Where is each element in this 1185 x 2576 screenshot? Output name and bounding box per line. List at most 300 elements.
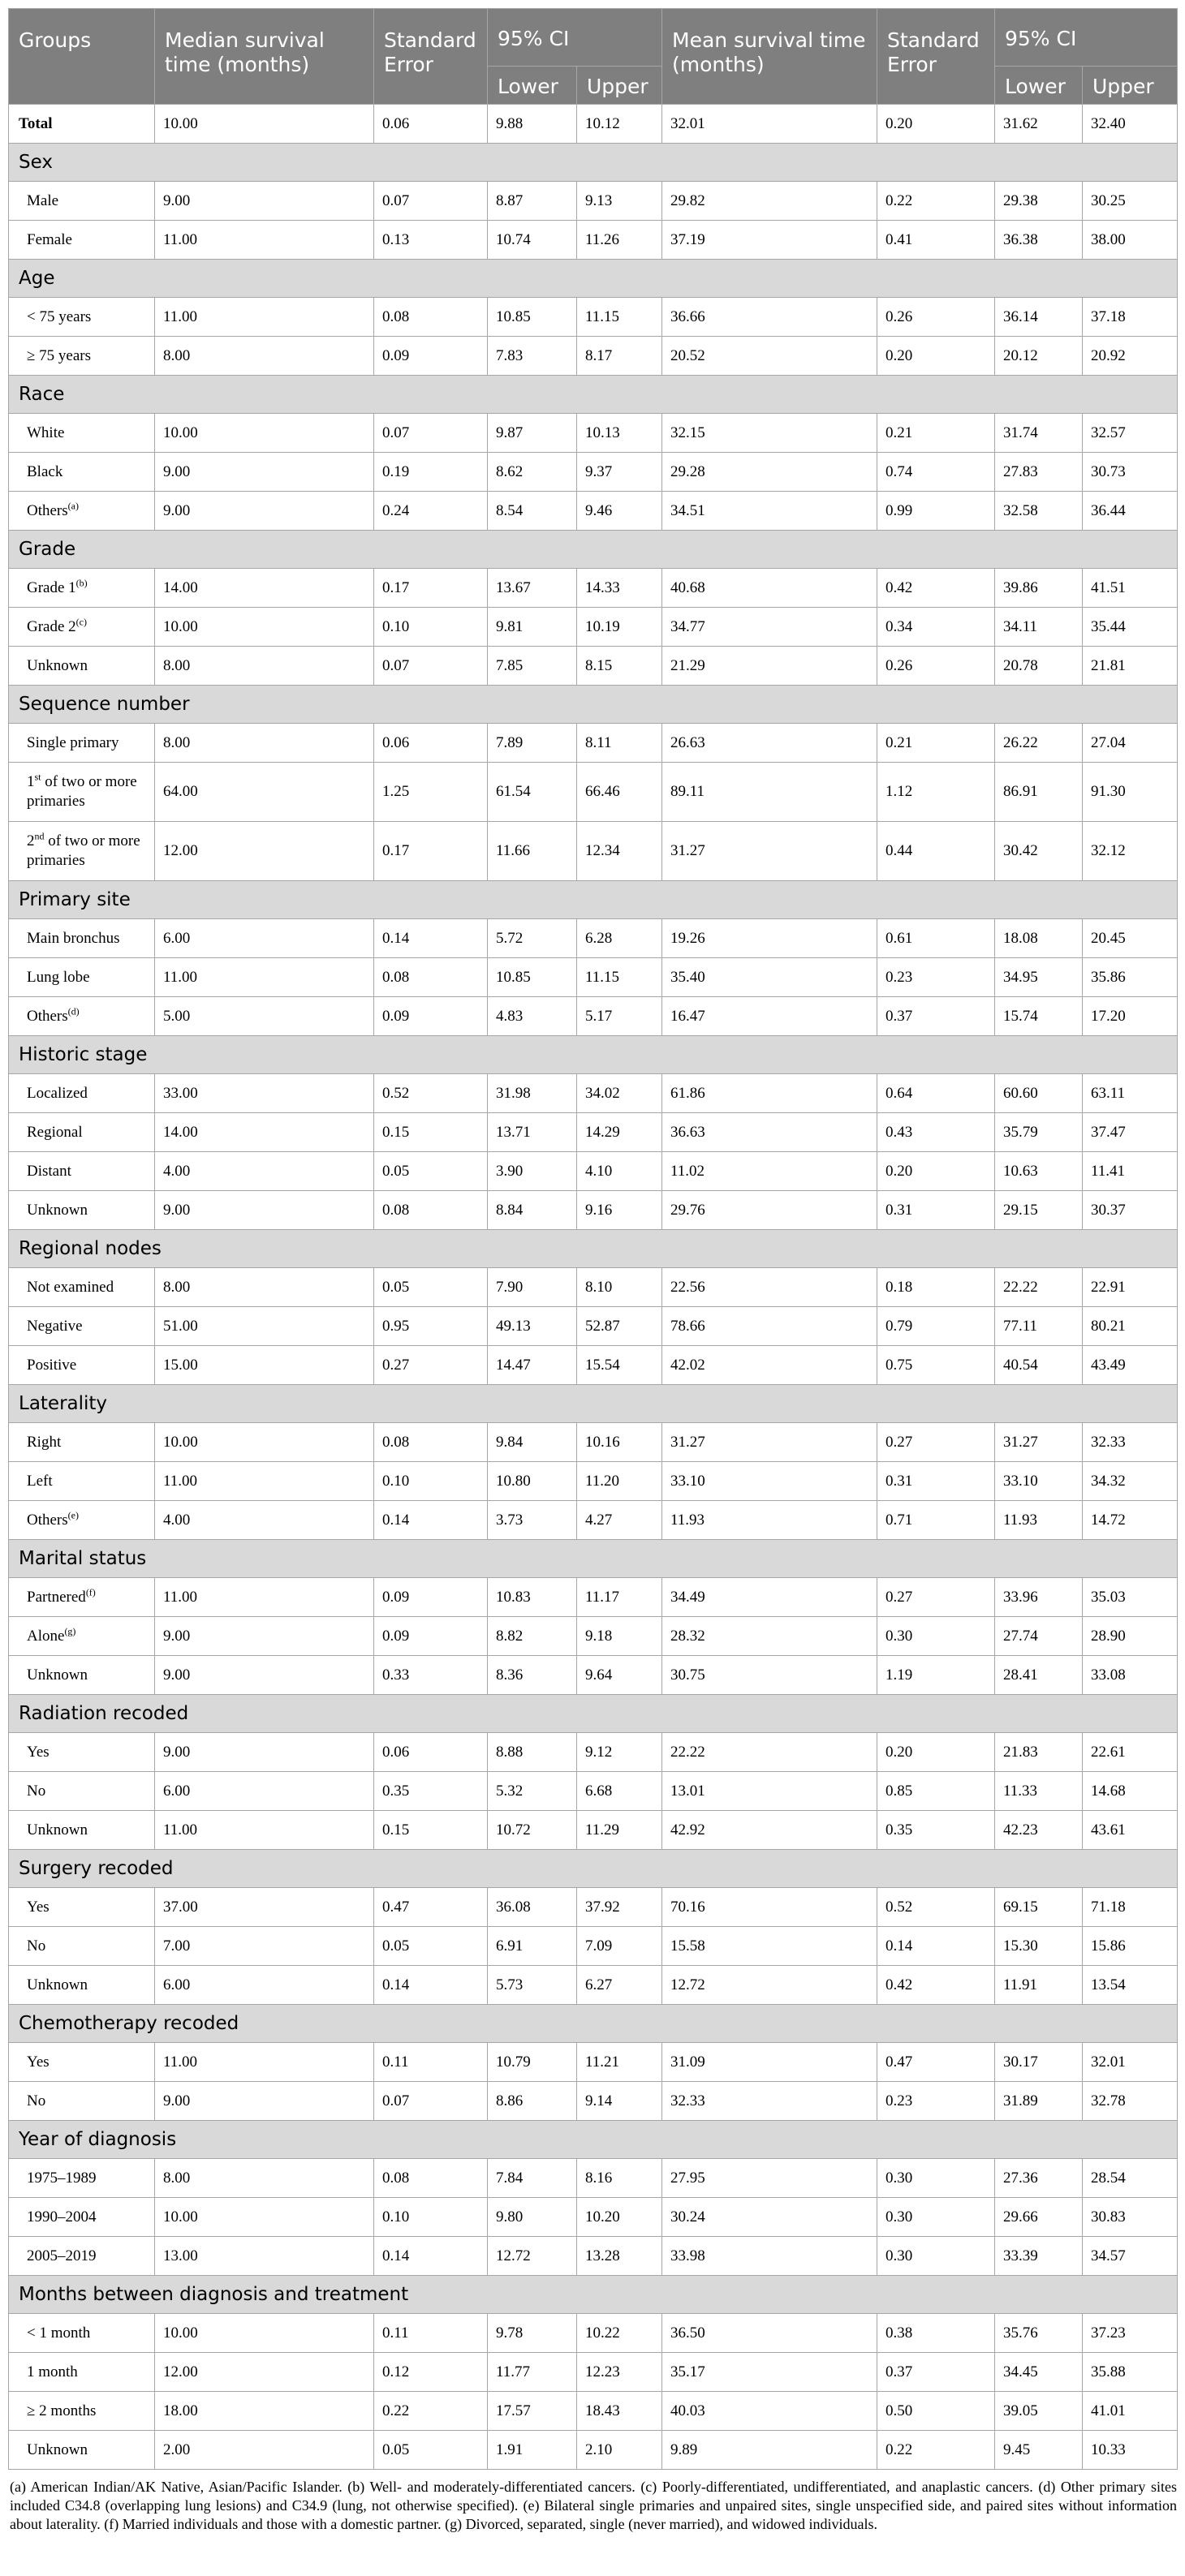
value-cell: 7.90 <box>488 1268 577 1307</box>
row-label-text: Others <box>27 1511 68 1529</box>
value-cell: 7.83 <box>488 337 577 376</box>
value-cell: 11.93 <box>662 1501 877 1540</box>
table-row <box>9 1811 1178 1850</box>
value-cell: 32.57 <box>1083 414 1178 453</box>
table-row <box>9 958 1178 997</box>
row-label-text: 1975–1989 <box>27 2169 97 2187</box>
value-cell: 0.64 <box>877 1074 995 1113</box>
value-cell: 30.73 <box>1083 453 1178 492</box>
value-cell: 34.45 <box>995 2353 1083 2392</box>
value-cell: 34.77 <box>662 608 877 647</box>
value-cell: 0.06 <box>374 724 488 763</box>
section-title: Regional nodes <box>9 1230 1178 1268</box>
value-cell: 0.43 <box>877 1113 995 1152</box>
value-cell: 13.67 <box>488 569 577 608</box>
row-label-text: Not examined <box>27 1278 114 1296</box>
section-row <box>9 1850 1178 1888</box>
table-row <box>9 1927 1178 1966</box>
row-label <box>9 1966 155 2005</box>
value-cell: 0.14 <box>877 1927 995 1966</box>
value-cell: 32.58 <box>995 492 1083 531</box>
value-cell: 14.47 <box>488 1346 577 1385</box>
row-label-text-rest: of two or more primaries <box>27 773 137 810</box>
value-cell: 11.00 <box>155 1578 374 1617</box>
value-cell: 27.83 <box>995 453 1083 492</box>
value-cell: 12.00 <box>155 2353 374 2392</box>
footnote-marker: (e) <box>67 1509 79 1521</box>
row-label <box>9 2353 155 2392</box>
section-row <box>9 531 1178 569</box>
table-row <box>9 2237 1178 2276</box>
value-cell: 71.18 <box>1083 1888 1178 1927</box>
row-label <box>9 1501 155 1540</box>
table-row-total <box>9 105 1178 144</box>
value-cell: 17.20 <box>1083 997 1178 1036</box>
footnote-marker: st <box>34 771 41 783</box>
value-cell: 0.20 <box>877 337 995 376</box>
value-cell: 0.41 <box>877 221 995 260</box>
section-title: Radiation recoded <box>9 1695 1178 1733</box>
value-cell: 28.54 <box>1083 2159 1178 2198</box>
value-cell: 8.00 <box>155 2159 374 2198</box>
value-cell: 42.02 <box>662 1346 877 1385</box>
value-cell: 31.89 <box>995 2082 1083 2121</box>
row-label-text: No <box>27 1937 46 1955</box>
survival-table-container <box>8 8 1177 2534</box>
header-ci: 95% CI <box>488 9 662 67</box>
value-cell: 0.17 <box>374 569 488 608</box>
row-label <box>9 1888 155 1927</box>
value-cell: 11.91 <box>995 1966 1083 2005</box>
value-cell: 0.15 <box>374 1113 488 1152</box>
value-cell: 86.91 <box>995 763 1083 822</box>
value-cell: 0.06 <box>374 1733 488 1772</box>
value-cell: 8.00 <box>155 724 374 763</box>
value-cell: 40.54 <box>995 1346 1083 1385</box>
value-cell: 0.35 <box>374 1772 488 1811</box>
row-label-text: Black <box>27 462 63 480</box>
value-cell: 0.34 <box>877 608 995 647</box>
value-cell: 0.44 <box>877 822 995 881</box>
value-cell: 10.00 <box>155 1423 374 1462</box>
table-row <box>9 453 1178 492</box>
value-cell: 0.42 <box>877 569 995 608</box>
value-cell: 8.10 <box>577 1268 662 1307</box>
value-cell: 0.08 <box>374 298 488 337</box>
value-cell: 63.11 <box>1083 1074 1178 1113</box>
value-cell: 33.10 <box>662 1462 877 1501</box>
row-label-text: Alone <box>27 1627 65 1645</box>
value-cell: 11.00 <box>155 298 374 337</box>
value-cell: 0.20 <box>877 1152 995 1191</box>
value-cell: 9.46 <box>577 492 662 531</box>
value-cell: 10.85 <box>488 958 577 997</box>
table-row <box>9 2198 1178 2237</box>
value-cell: 31.27 <box>662 1423 877 1462</box>
value-cell: 0.07 <box>374 182 488 221</box>
value-cell: 9.80 <box>488 2198 577 2237</box>
table-row <box>9 822 1178 881</box>
row-label-text: No <box>27 1782 46 1800</box>
row-label <box>9 569 155 608</box>
value-cell: 0.99 <box>877 492 995 531</box>
value-cell: 30.42 <box>995 822 1083 881</box>
section-title: Grade <box>9 531 1178 569</box>
value-cell: 0.15 <box>374 1811 488 1850</box>
value-cell: 2.10 <box>577 2431 662 2470</box>
value-cell: 22.61 <box>1083 1733 1178 1772</box>
row-label <box>9 2237 155 2276</box>
value-cell: 0.11 <box>374 2043 488 2082</box>
value-cell: 8.82 <box>488 1617 577 1656</box>
value-cell: 18.08 <box>995 919 1083 958</box>
value-cell: 9.00 <box>155 1617 374 1656</box>
value-cell: 0.95 <box>374 1307 488 1346</box>
value-cell: 32.01 <box>662 105 877 144</box>
value-cell: 0.31 <box>877 1462 995 1501</box>
value-cell: 0.27 <box>877 1578 995 1617</box>
value-cell: 20.92 <box>1083 337 1178 376</box>
value-cell: 0.05 <box>374 1152 488 1191</box>
value-cell: 0.14 <box>374 2237 488 2276</box>
row-label <box>9 919 155 958</box>
row-label-text: White <box>27 424 65 441</box>
value-cell: 37.47 <box>1083 1113 1178 1152</box>
value-cell: 10.00 <box>155 414 374 453</box>
value-cell: 10.72 <box>488 1811 577 1850</box>
value-cell: 32.15 <box>662 414 877 453</box>
row-label-text: Grade 1 <box>27 578 76 596</box>
value-cell: 36.14 <box>995 298 1083 337</box>
value-cell: 15.30 <box>995 1927 1083 1966</box>
table-row <box>9 1423 1178 1462</box>
row-label-text: Yes <box>27 1898 50 1916</box>
value-cell: 21.81 <box>1083 647 1178 686</box>
value-cell: 4.00 <box>155 1152 374 1191</box>
value-cell: 5.32 <box>488 1772 577 1811</box>
value-cell: 33.96 <box>995 1578 1083 1617</box>
value-cell: 29.15 <box>995 1191 1083 1230</box>
row-label <box>9 1617 155 1656</box>
table-row <box>9 647 1178 686</box>
row-label-text-rest: of two or more primaries <box>27 832 140 869</box>
value-cell: 14.00 <box>155 569 374 608</box>
row-label <box>9 1772 155 1811</box>
value-cell: 0.14 <box>374 1501 488 1540</box>
row-label <box>9 1656 155 1695</box>
value-cell: 18.43 <box>577 2392 662 2431</box>
value-cell: 0.47 <box>374 1888 488 1927</box>
value-cell: 0.09 <box>374 997 488 1036</box>
value-cell: 43.49 <box>1083 1346 1178 1385</box>
value-cell: 4.27 <box>577 1501 662 1540</box>
value-cell: 20.12 <box>995 337 1083 376</box>
table-row <box>9 337 1178 376</box>
value-cell: 0.08 <box>374 1423 488 1462</box>
value-cell: 0.12 <box>374 2353 488 2392</box>
value-cell: 0.13 <box>374 221 488 260</box>
table-row <box>9 919 1178 958</box>
section-row <box>9 1385 1178 1423</box>
section-row <box>9 686 1178 724</box>
value-cell: 22.91 <box>1083 1268 1178 1307</box>
row-label <box>9 2431 155 2470</box>
value-cell: 11.17 <box>577 1578 662 1617</box>
value-cell: 11.93 <box>995 1501 1083 1540</box>
value-cell: 0.35 <box>877 1811 995 1850</box>
value-cell: 37.00 <box>155 1888 374 1927</box>
table-row <box>9 1966 1178 2005</box>
value-cell: 34.57 <box>1083 2237 1178 2276</box>
table-footnote: (a) American Indian/AK Native, Asian/Pacific Islander. (b) Well- and moderately-differentiated cancers. (c) Poorly-differentiated, undifferentiated, and anaplastic cancers. (d) Other primary sites included C34.8 (overlapping lung lesions) and C34.9 (lung, not otherwise specified). (e) Bilateral single primaries and unpaired sites, single unspecified side, and paired sites without information about laterality. (f) Married individuals and those with a domestic partner. (g) Divorced, separated, single (never married), and widowed individuals. <box>10 2479 1177 2532</box>
table-row <box>9 1772 1178 1811</box>
table-row <box>9 298 1178 337</box>
section-title: Sequence number <box>9 686 1178 724</box>
value-cell: 27.04 <box>1083 724 1178 763</box>
table-body <box>9 105 1178 2470</box>
value-cell: 9.37 <box>577 453 662 492</box>
value-cell: 0.22 <box>877 2431 995 2470</box>
value-cell: 22.56 <box>662 1268 877 1307</box>
value-cell: 33.10 <box>995 1462 1083 1501</box>
value-cell: 38.00 <box>1083 221 1178 260</box>
row-label <box>9 1811 155 1850</box>
value-cell: 0.20 <box>877 105 995 144</box>
value-cell: 20.52 <box>662 337 877 376</box>
row-label <box>9 1423 155 1462</box>
value-cell: 36.66 <box>662 298 877 337</box>
value-cell: 27.95 <box>662 2159 877 2198</box>
value-cell: 10.85 <box>488 298 577 337</box>
section-row <box>9 1695 1178 1733</box>
value-cell: 35.76 <box>995 2314 1083 2353</box>
value-cell: 9.89 <box>662 2431 877 2470</box>
value-cell: 8.84 <box>488 1191 577 1230</box>
value-cell: 8.15 <box>577 647 662 686</box>
value-cell: 5.72 <box>488 919 577 958</box>
row-label-text: Localized <box>27 1084 88 1102</box>
header-lower-2: Lower <box>995 67 1083 105</box>
value-cell: 5.17 <box>577 997 662 1036</box>
value-cell: 52.87 <box>577 1307 662 1346</box>
section-title: Surgery recoded <box>9 1850 1178 1888</box>
value-cell: 13.00 <box>155 2237 374 2276</box>
value-cell: 35.79 <box>995 1113 1083 1152</box>
table-row <box>9 2043 1178 2082</box>
value-cell: 4.10 <box>577 1152 662 1191</box>
value-cell: 77.11 <box>995 1307 1083 1346</box>
value-cell: 36.63 <box>662 1113 877 1152</box>
value-cell: 7.09 <box>577 1927 662 1966</box>
row-label-text: Unknown <box>27 1666 88 1684</box>
section-title: Primary site <box>9 881 1178 919</box>
value-cell: 32.33 <box>662 2082 877 2121</box>
row-label <box>9 647 155 686</box>
value-cell: 26.63 <box>662 724 877 763</box>
table-row <box>9 1074 1178 1113</box>
value-cell: 32.33 <box>1083 1423 1178 1462</box>
table-row <box>9 2353 1178 2392</box>
value-cell: 0.14 <box>374 1966 488 2005</box>
value-cell: 35.03 <box>1083 1578 1178 1617</box>
value-cell: 11.15 <box>577 958 662 997</box>
value-cell: 30.17 <box>995 2043 1083 2082</box>
value-cell: 8.00 <box>155 647 374 686</box>
value-cell: 6.28 <box>577 919 662 958</box>
value-cell: 0.21 <box>877 414 995 453</box>
value-cell: 33.39 <box>995 2237 1083 2276</box>
row-label-text: Yes <box>27 1743 50 1761</box>
value-cell: 15.58 <box>662 1927 877 1966</box>
value-cell: 60.60 <box>995 1074 1083 1113</box>
value-cell: 28.90 <box>1083 1617 1178 1656</box>
value-cell: 22.22 <box>662 1733 877 1772</box>
row-label-text: Left <box>27 1472 53 1490</box>
footnote-marker: (b) <box>75 577 88 589</box>
value-cell: 37.92 <box>577 1888 662 1927</box>
row-label <box>9 1462 155 1501</box>
value-cell: 0.52 <box>374 1074 488 1113</box>
value-cell: 0.85 <box>877 1772 995 1811</box>
value-cell: 20.78 <box>995 647 1083 686</box>
value-cell: 14.29 <box>577 1113 662 1152</box>
value-cell: 9.84 <box>488 1423 577 1462</box>
value-cell: 7.89 <box>488 724 577 763</box>
row-label-text: 1 <box>27 773 35 790</box>
value-cell: 13.28 <box>577 2237 662 2276</box>
value-cell: 0.08 <box>374 2159 488 2198</box>
row-label-text: Grade 2 <box>27 617 76 635</box>
value-cell: 0.09 <box>374 337 488 376</box>
value-cell: 12.34 <box>577 822 662 881</box>
value-cell: 11.00 <box>155 221 374 260</box>
value-cell: 0.17 <box>374 822 488 881</box>
table-row <box>9 1617 1178 1656</box>
value-cell: 27.36 <box>995 2159 1083 2198</box>
value-cell: 35.88 <box>1083 2353 1178 2392</box>
value-cell: 8.11 <box>577 724 662 763</box>
value-cell: 0.14 <box>374 919 488 958</box>
value-cell: 61.86 <box>662 1074 877 1113</box>
value-cell: 51.00 <box>155 1307 374 1346</box>
table-row <box>9 1268 1178 1307</box>
value-cell: 9.00 <box>155 453 374 492</box>
footnote-marker: nd <box>34 830 45 842</box>
value-cell: 9.64 <box>577 1656 662 1695</box>
value-cell: 11.41 <box>1083 1152 1178 1191</box>
section-title: Marital status <box>9 1540 1178 1578</box>
value-cell: 9.18 <box>577 1617 662 1656</box>
section-row <box>9 2005 1178 2043</box>
footnote-marker: (d) <box>67 1005 80 1017</box>
value-cell: 34.11 <box>995 608 1083 647</box>
section-row <box>9 144 1178 182</box>
value-cell: 32.12 <box>1083 822 1178 881</box>
value-cell: 0.27 <box>877 1423 995 1462</box>
row-label <box>9 1733 155 1772</box>
value-cell: 64.00 <box>155 763 374 822</box>
value-cell: 34.02 <box>577 1074 662 1113</box>
value-cell: 37.19 <box>662 221 877 260</box>
footnote-marker: (c) <box>75 616 87 628</box>
value-cell: 13.54 <box>1083 1966 1178 2005</box>
row-label <box>9 2082 155 2121</box>
section-row <box>9 260 1178 298</box>
value-cell: 0.19 <box>374 453 488 492</box>
table-row <box>9 1346 1178 1385</box>
footnote-marker: (g) <box>64 1625 76 1637</box>
value-cell: 0.10 <box>374 2198 488 2237</box>
value-cell: 35.40 <box>662 958 877 997</box>
value-cell: 4.00 <box>155 1501 374 1540</box>
value-cell: 9.12 <box>577 1733 662 1772</box>
value-cell: 40.03 <box>662 2392 877 2431</box>
row-label <box>9 724 155 763</box>
header-groups: Groups <box>9 9 155 105</box>
value-cell: 5.73 <box>488 1966 577 2005</box>
value-cell: 34.49 <box>662 1578 877 1617</box>
value-cell: 11.21 <box>577 2043 662 2082</box>
row-label-text: 2 <box>27 832 35 849</box>
value-cell: 9.00 <box>155 1733 374 1772</box>
value-cell: 8.17 <box>577 337 662 376</box>
value-cell: 4.83 <box>488 997 577 1036</box>
value-cell: 6.00 <box>155 1966 374 2005</box>
value-cell: 35.17 <box>662 2353 877 2392</box>
value-cell: 0.37 <box>877 2353 995 2392</box>
value-cell: 41.51 <box>1083 569 1178 608</box>
value-cell: 28.32 <box>662 1617 877 1656</box>
value-cell: 2.00 <box>155 2431 374 2470</box>
table-row <box>9 724 1178 763</box>
value-cell: 0.47 <box>877 2043 995 2082</box>
row-label <box>9 608 155 647</box>
value-cell: 0.74 <box>877 453 995 492</box>
value-cell: 0.31 <box>877 1191 995 1230</box>
value-cell: 89.11 <box>662 763 877 822</box>
row-label-text: Others <box>27 1007 68 1025</box>
header-median-survival: Median survival time (months) <box>155 9 374 105</box>
table-row <box>9 2159 1178 2198</box>
value-cell: 35.86 <box>1083 958 1178 997</box>
value-cell: 0.75 <box>877 1346 995 1385</box>
value-cell: 11.26 <box>577 221 662 260</box>
value-cell: 0.05 <box>374 1927 488 1966</box>
value-cell: 33.00 <box>155 1074 374 1113</box>
table-row <box>9 1501 1178 1540</box>
value-cell: 9.78 <box>488 2314 577 2353</box>
value-cell: 31.09 <box>662 2043 877 2082</box>
table-row <box>9 569 1178 608</box>
section-title: Sex <box>9 144 1178 182</box>
value-cell: 0.50 <box>877 2392 995 2431</box>
value-cell: 1.12 <box>877 763 995 822</box>
value-cell: 0.05 <box>374 1268 488 1307</box>
value-cell: 31.27 <box>995 1423 1083 1462</box>
value-cell: 11.15 <box>577 298 662 337</box>
value-cell: 11.00 <box>155 958 374 997</box>
value-cell: 31.62 <box>995 105 1083 144</box>
value-cell: 10.00 <box>155 2314 374 2353</box>
value-cell: 30.37 <box>1083 1191 1178 1230</box>
value-cell: 14.33 <box>577 569 662 608</box>
value-cell: 0.22 <box>877 182 995 221</box>
value-cell: 18.00 <box>155 2392 374 2431</box>
value-cell: 0.09 <box>374 1617 488 1656</box>
value-cell: 26.22 <box>995 724 1083 763</box>
value-cell: 9.16 <box>577 1191 662 1230</box>
row-label-text: Others <box>27 501 68 519</box>
